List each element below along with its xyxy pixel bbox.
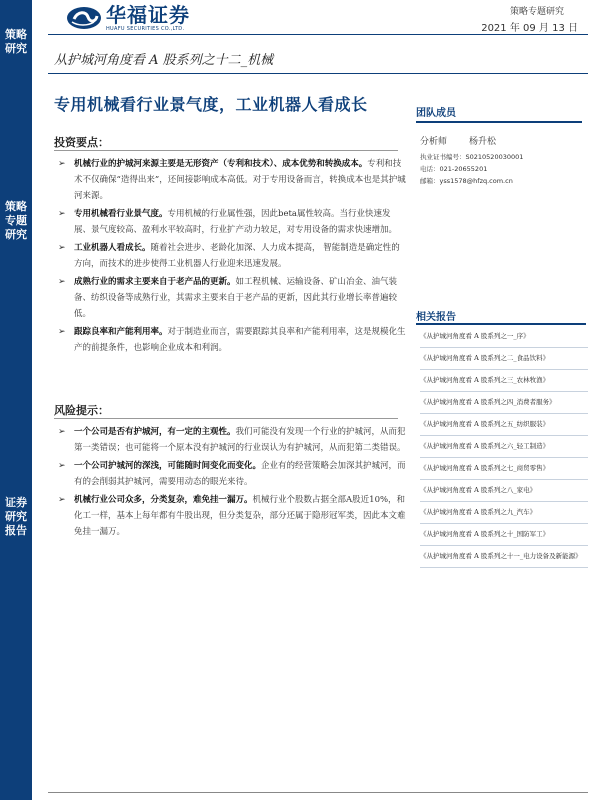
investment-list <box>54 156 406 358</box>
arrow-right-icon: ➢ <box>58 427 66 437</box>
sidebar-label-strategy-topic: 策略专题研究 <box>5 200 27 241</box>
team-title: 团队成员 <box>416 108 456 119</box>
related-report-item[interactable]: 《从护城河角度看 A 股系列之七_商贸零售》 <box>420 458 588 480</box>
series-divider <box>48 73 588 74</box>
related-report-item[interactable]: 《从护城河角度看 A 股系列之六_轻工制造》 <box>420 436 588 458</box>
related-report-item[interactable]: 《从护城河角度看 A 股系列之十一_电力设备及新能源》 <box>420 546 588 568</box>
arrow-right-icon: ➢ <box>58 327 66 337</box>
risk-list <box>54 424 406 542</box>
arrow-right-icon: ➢ <box>58 495 66 505</box>
arrow-right-icon: ➢ <box>58 159 66 169</box>
logo-english-name: HUAFU SECURITIES CO.,LTD. <box>106 25 185 32</box>
left-sidebar <box>0 0 32 800</box>
page-title: 专用机械看行业景气度，工业机器人看成长 <box>54 95 368 114</box>
arrow-right-icon: ➢ <box>58 461 66 471</box>
sidebar-label-securities-report: 证券研究报告 <box>5 496 27 537</box>
list-item: ➢ 机械行业公司众多，分类复杂，难免挂一漏万。机械行业个股数占据全部A股近10%，和化工一样，基本上每年都有牛股出现，但分类复杂，部分还属于隐形冠军类，因此本文难免挂一漏万。 <box>54 492 406 540</box>
analyst-license: 执业证书编号：S0210520030001 <box>420 153 524 161</box>
list-item: ➢ 工业机器人看成长。随着社会进步、老龄化加深、人力成本提高， 智能制造是确定性的方向，而技术的进步使得工业机器人行业迎来迅速发展。 <box>54 240 406 272</box>
header-divider <box>48 34 588 35</box>
footer-divider <box>48 792 588 793</box>
related-report-item[interactable]: 《从护城河角度看 A 股系列之五_纺织服装》 <box>420 414 588 436</box>
related-report-item[interactable]: 《从护城河角度看 A 股系列之十_国防军工》 <box>420 524 588 546</box>
related-report-item[interactable]: 《从护城河角度看 A 股系列之二_食品饮料》 <box>420 348 588 370</box>
arrow-right-icon: ➢ <box>58 209 66 219</box>
investment-divider <box>54 150 398 151</box>
arrow-right-icon: ➢ <box>58 243 66 253</box>
analyst-name: 杨升松 <box>469 137 497 147</box>
analyst-phone: 电话：021-20655201 <box>420 165 488 173</box>
arrow-right-icon: ➢ <box>58 277 66 287</box>
analyst-email[interactable]: 邮箱：yss1578@hfzq.com.cn <box>420 177 513 185</box>
investment-heading: 投资要点： <box>54 136 109 149</box>
company-logo <box>66 2 190 34</box>
team-divider <box>416 121 582 123</box>
related-reports-list <box>420 326 588 568</box>
list-item: ➢ 跟踪良率和产能利用率。对于制造业而言，需要跟踪其良率和产能利用率，这是规模化生产的前提条件，也影响企业成本和利润。 <box>54 324 406 356</box>
huafu-logo-icon <box>66 6 102 30</box>
list-item: ➢ 一个公司护城河的深浅，可能随时间变化而变化。企业有的经营策略会加深其护城河，而有的会削弱其护城河，需要用动态的眼光来待。 <box>54 458 406 490</box>
related-divider <box>416 323 586 325</box>
related-report-item[interactable]: 《从护城河角度看 A 股系列之四_消费者服务》 <box>420 392 588 414</box>
risk-heading: 风险提示： <box>54 404 109 417</box>
related-report-item[interactable]: 《从护城河角度看 A 股系列之三_农林牧渔》 <box>420 370 588 392</box>
analyst-info <box>420 134 590 187</box>
list-item: ➢ 成熟行业的需求主要来自于老产品的更新。如工程机械、运输设备、矿山冶金、油气装备、纺织设备等成熟行业，其需求主要来自于老产品的更新，因此其行业增长率普遍较低。 <box>54 274 406 322</box>
logo-chinese-name: 华福证券 <box>106 2 190 27</box>
analyst-label: 分析师 <box>420 137 448 147</box>
sidebar-label-strategy: 策略研究 <box>5 28 27 55</box>
list-item: ➢ 专用机械看行业景气度。专用机械的行业属性强，因此beta属性较高。当行业快速发展、景气度较高、盈利水平较高时，行业扩产动力较足，对专用设备的需求快速增加。 <box>54 206 406 238</box>
related-reports-title: 相关报告 <box>416 312 456 323</box>
list-item: ➢ 一个公司是否有护城河，有一定的主观性。我们可能没有发现一个行业的护城河，从而犯第一类错误；也可能将一个原本没有护城河的行业误认为有护城河，从而犯第二类错误。 <box>54 424 406 456</box>
related-report-item[interactable]: 《从护城河角度看 A 股系列之八_家电》 <box>420 480 588 502</box>
related-report-item[interactable]: 《从护城河角度看 A 股系列之九_汽车》 <box>420 502 588 524</box>
list-item: ➢ 机械行业的护城河来源主要是无形资产（专利和技术）、成本优势和转换成本。专利和技术不仅确保“造得出来”，还间接影响成本高低。对于专用设备而言，转换成本也是其护城河来源。 <box>54 156 406 204</box>
risk-divider <box>54 418 398 419</box>
series-title: 从护城河角度看 A 股系列之十二_机械 <box>54 53 274 68</box>
report-date: 2021 年 09 月 13 日 <box>481 23 578 34</box>
related-report-item[interactable]: 《从护城河角度看 A 股系列之一_序》 <box>420 326 588 348</box>
report-type: 策略专题研究 <box>509 7 564 17</box>
